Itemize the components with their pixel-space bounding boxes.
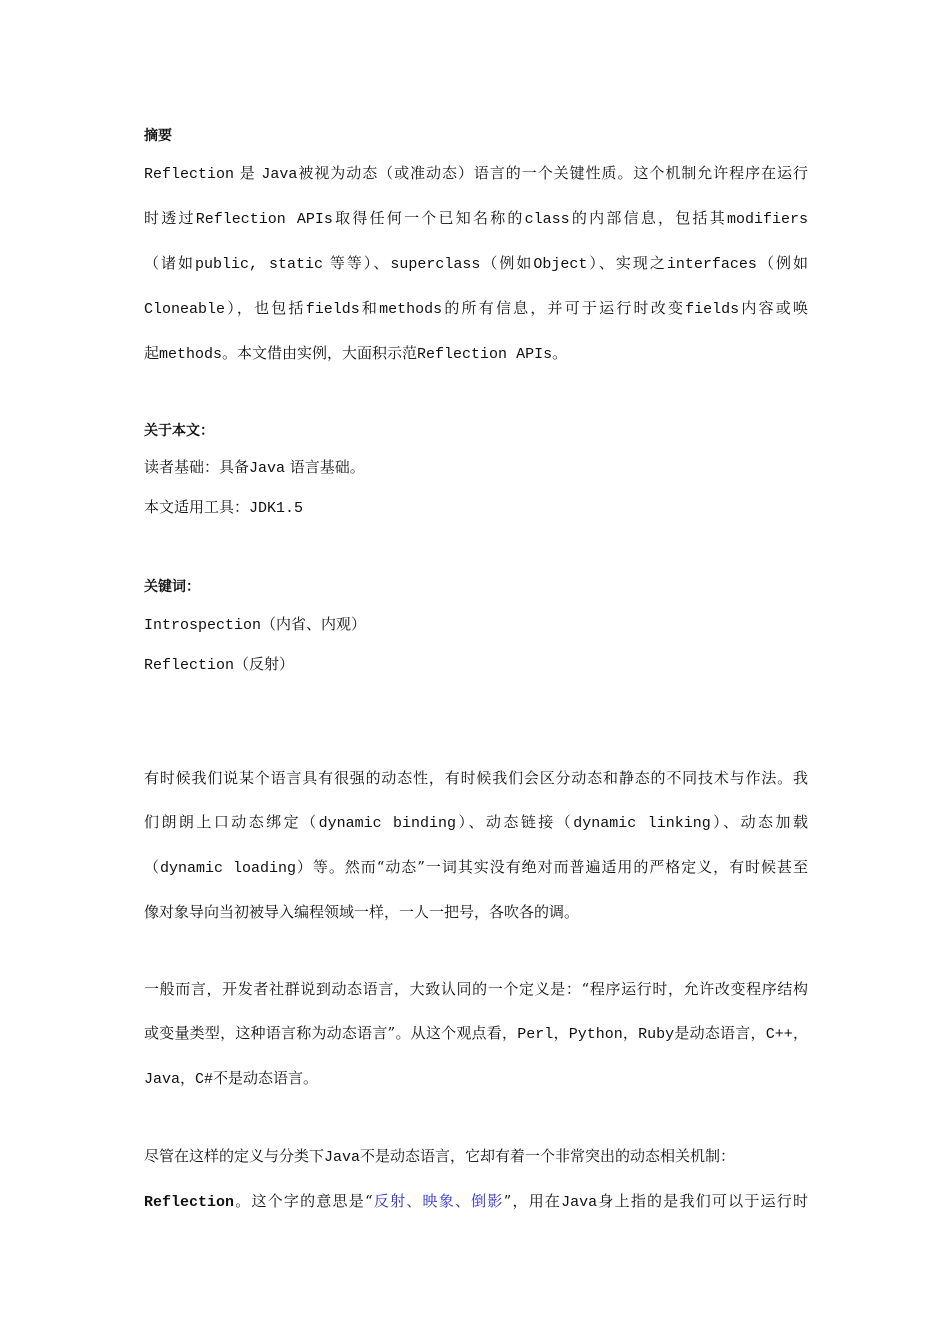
para3-line-1: 尽管在这样的定义与分类下Java不是动态语言，它却有着一个非常突出的动态相关机制：	[144, 1147, 736, 1166]
abstract-line-5: 起methods。本文借由实例，大面积示范Reflection APIs。	[144, 344, 568, 363]
para1-line-2: 们朗朗上口动态绑定（dynamic binding）、动态链接（dynamic linking）、动态加载	[144, 813, 808, 832]
keywords-heading: 关键词：	[144, 579, 200, 595]
para2-line-1: 一般而言，开发者社群说到动态语言，大致认同的一个定义是：“程序运行时，允许改变程序结构	[144, 980, 808, 998]
about-tools: 本文适用工具：JDK1.5	[144, 498, 304, 517]
about-reader: 读者基础：具备Java 语言基础。	[144, 458, 365, 477]
keyword-introspection: Introspection（内省、内观）	[144, 615, 367, 634]
abstract-line-1: Reflection 是 Java被视为动态（或准动态）语言的一个关键性质。这个机制允许程序在运行	[144, 164, 808, 183]
keyword-reflection: Reflection（反射）	[144, 655, 295, 674]
para2-line-2: 或变量类型，这种语言称为动态语言”。从这个观点看，Perl，Python，Ruby是动态语言，C++，	[144, 1024, 808, 1043]
reflection-meaning-text: 反射、映象、倒影	[372, 1192, 504, 1210]
abstract-line-4: Cloneable），也包括fields和methods的所有信息，并可于运行时改变fields内容或唤	[144, 299, 808, 318]
para1-line-3: （dynamic loading）等。然而“动态”一词其实没有绝对而普遍适用的严格定义，有时候甚至	[144, 858, 808, 877]
para1-line-4: 像对象导向当初被导入编程领域一样，一人一把号，各吹各的调。	[144, 903, 580, 921]
para3-line-2: Reflection。这个字的意思是“反射、映象、倒影”，用在Java身上指的是我们可以于运行时	[144, 1192, 808, 1211]
para2-line-3: Java，C#不是动态语言。	[144, 1069, 319, 1088]
abstract-line-3: （诸如public, static 等等）、superclass（例如Object）、实现之interfaces（例如	[144, 254, 808, 273]
abstract-line-2: 时透过Reflection APIs取得任何一个已知名称的class的内部信息，包括其modifiers	[144, 209, 808, 228]
about-heading: 关于本文：	[144, 423, 214, 439]
abstract-heading: 摘要	[144, 128, 172, 144]
para1-line-1: 有时候我们说某个语言具有很强的动态性，有时候我们会区分动态和静态的不同技术与作法。我	[144, 769, 808, 787]
